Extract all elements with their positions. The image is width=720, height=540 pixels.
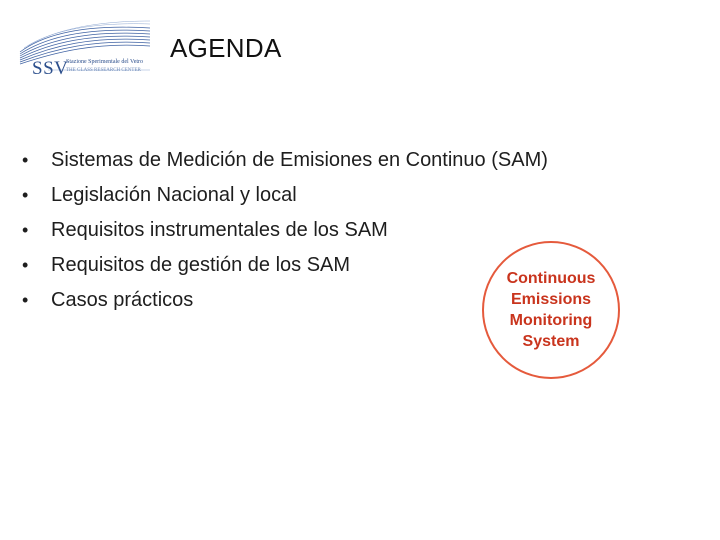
cems-badge-text — [484, 268, 618, 352]
badge-line: Emissions — [510, 291, 592, 308]
logo-name: Stazione Sperimentale del Vetro — [66, 59, 144, 65]
logo-abbreviation: SSV — [32, 58, 69, 79]
agenda-item-text: Sistemas de Medición de Emisiones en Continuo (SAM) — [51, 149, 548, 171]
bullet-icon: • — [22, 185, 29, 205]
cems-badge — [482, 241, 620, 379]
badge-line: System — [522, 333, 580, 350]
agenda-item-text: Legislación Nacional y local — [51, 184, 297, 206]
bullet-icon: • — [22, 220, 29, 240]
badge-line: Continuous — [506, 270, 596, 287]
bullet-icon: • — [22, 255, 29, 275]
agenda-item-text: Requisitos instrumentales de los SAM — [51, 219, 388, 241]
bullet-icon: • — [22, 290, 29, 310]
badge-line: Monitoring — [509, 312, 593, 329]
ssv-logo — [14, 18, 154, 80]
bullet-icon: • — [22, 150, 29, 170]
slide-title: AGENDA — [170, 33, 282, 63]
agenda-item-text: Casos prácticos — [51, 289, 194, 311]
logo-tagline: THE GLASS RESEARCH CENTER — [66, 68, 141, 73]
agenda-item-text: Requisitos de gestión de los SAM — [51, 254, 351, 276]
